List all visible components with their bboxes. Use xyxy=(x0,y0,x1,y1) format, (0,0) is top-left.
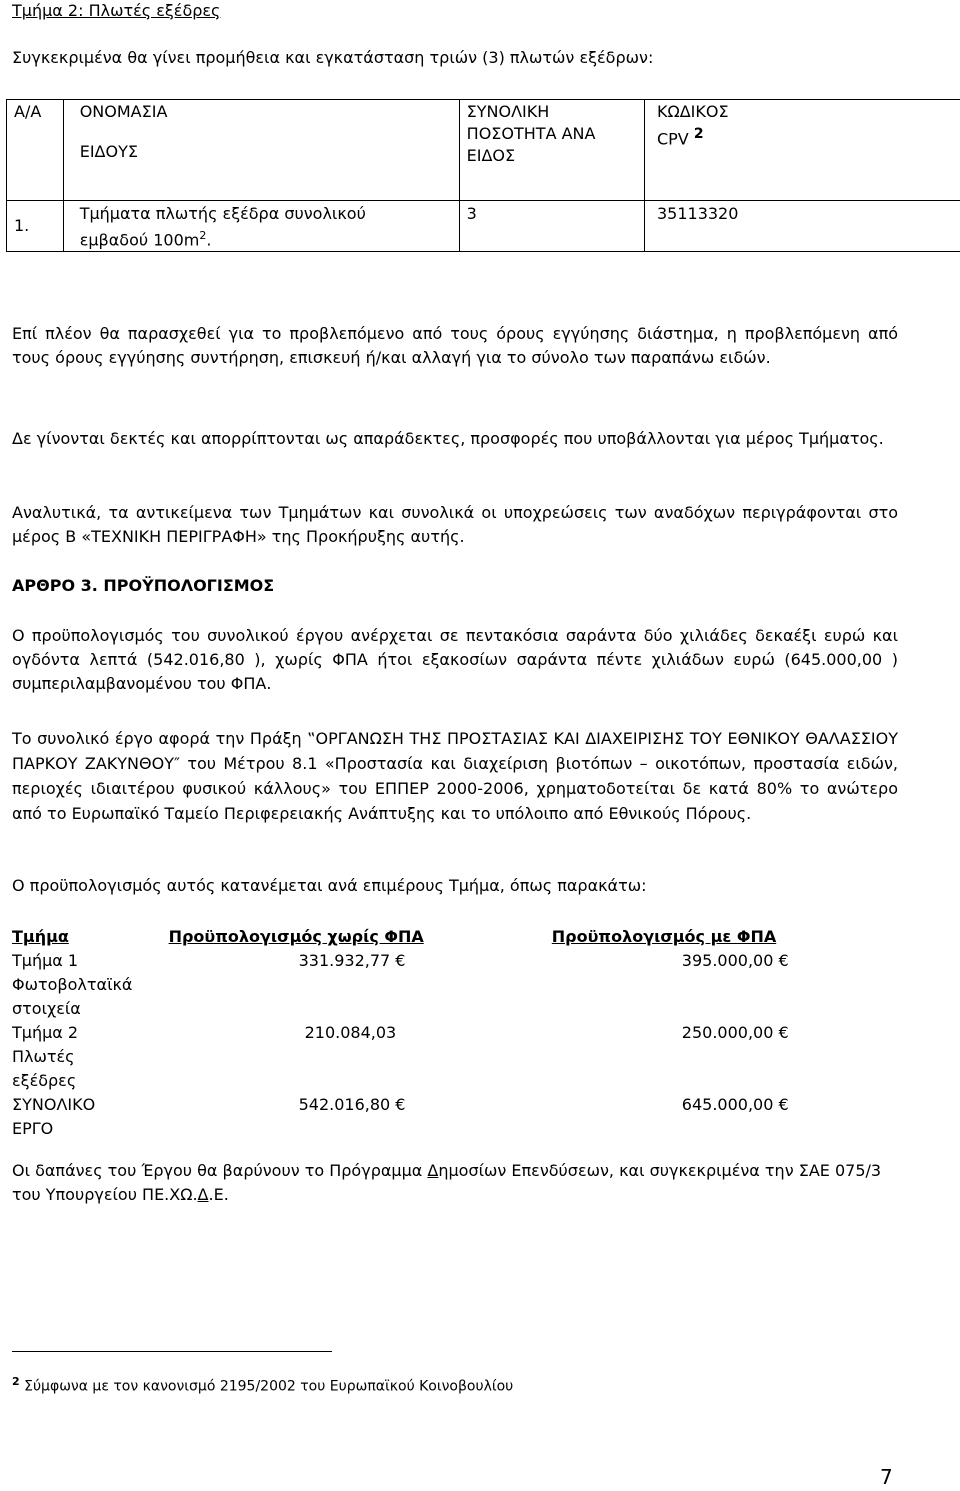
row-name-end: . xyxy=(206,230,212,250)
expenses-text-underlined: Δ xyxy=(197,1185,209,1204)
budget-row-section-1 xyxy=(6,949,826,1021)
expenses-text-part: Οι δαπάνες του Έργου θα βαρύνουν το Πρόγραμμα xyxy=(12,1161,428,1180)
items-table-row xyxy=(7,201,960,252)
paragraph-warranty: Επί πλέον θα παρασχεθεί για το προβλεπόμενο από τους όρους εγγύησης διάστημα, η προβλεπόμενη από τους όρους εγγύησης συντήρηση, επισκευή ή/και αλλαγή για το σύνολο των παραπάνω ειδών. xyxy=(12,324,898,367)
row-name-line2: εμβαδού 100m xyxy=(79,230,200,250)
row-cell-code xyxy=(644,201,960,252)
header-code-footnote-mark: 2 xyxy=(693,126,704,142)
euro-icon: € xyxy=(395,1095,406,1114)
budget-row-total xyxy=(6,1093,826,1141)
row-qty: 3 xyxy=(466,204,477,223)
expenses-text-underlined: Δ xyxy=(427,1161,439,1180)
budget-row-name xyxy=(6,1021,163,1093)
budget-row-name-line: Φωτοβολταϊκά xyxy=(12,975,133,994)
budget-row-name-line: Τμήμα 1 xyxy=(12,951,79,970)
expenses-text-part: ημοσίων Επενδύσεων, και συγκεκριμένα την ΣΑΕ 075/3 του Υπουργείου ΠΕ.ΧΩ. xyxy=(12,1161,882,1204)
article-heading: ΑΡΘΡΟ 3. ΠΡΟΫΠΟΛΟΓΙΣΜΟΣ xyxy=(12,576,275,595)
euro-icon: € xyxy=(395,951,406,970)
header-aa: Α/Α xyxy=(14,102,42,121)
footnote-text: Σύμφωνα με τον κανονισμό 2195/2002 του Ευρωπαϊκού Κοινοβουλίου xyxy=(24,1378,514,1395)
header-name-line2: ΕΙΔΟΥΣ xyxy=(79,142,138,161)
items-table-header-row xyxy=(7,100,960,201)
budget-row-name-line: Τμήμα 2 xyxy=(12,1023,79,1042)
footnote-separator xyxy=(12,1351,332,1352)
budget-row-section-2 xyxy=(6,1021,826,1093)
budget-row-name-line: Πλωτές xyxy=(12,1047,75,1066)
row-name-line1: Τμήματα πλωτής εξέδρα συνολικού xyxy=(79,204,366,223)
header-qty-line1: ΣΥΝΟΛΙΚΗ xyxy=(466,102,550,121)
paragraph-partial-offers: Δε γίνονται δεκτές και απορρίπτονται ως απαράδεκτες, προσφορές που υποβάλλονται για μέρος Τμήματος. xyxy=(12,429,884,448)
header-code-line1: ΚΩΔΙΚΟΣ xyxy=(656,102,729,121)
budget-header-with-vat: Προϋπολογισμός με ΦΠΑ xyxy=(551,927,777,946)
paragraph-budget-amount: Ο προϋπολογισμός του συνολικού έργου ανέρχεται σε πεντακόσια σαράντα δύο χιλιάδες δεκαέξι ευρώ και ογδόντα λεπτά (542.016,80 ), χωρίς ΦΠΑ ήτοι εξακοσίων σαράντα πέντε χιλιάδων ευρώ (645.000,00 ) συμπεριλαμβανομένου του ΦΠΑ. xyxy=(12,626,898,693)
budget-row-name-line: ΣΥΝΟΛΙΚΟ xyxy=(12,1095,96,1114)
budget-row-with-vat xyxy=(546,1021,826,1093)
budget-row-without-vat xyxy=(163,1021,546,1093)
budget-row-without-vat xyxy=(163,1093,546,1141)
header-name-line1: ΟΝΟΜΑΣΙΑ xyxy=(79,102,168,121)
paragraph-technical-description: Αναλυτικά, τα αντικείμενα των Τμημάτων και συνολικά οι υποχρεώσεις των αναδόχων περιγράφονται στο μέρος Β «ΤΕΧΝΙΚΗ ΠΕΡΙΓΡΑΦΗ» της Προκήρυξης αυτής. xyxy=(12,503,898,546)
budget-row-name-line: στοιχεία xyxy=(12,999,81,1018)
amount-value: 542.016,80 xyxy=(298,1095,391,1114)
amount-value: 331.932,77 xyxy=(298,951,391,970)
header-code-line2: CPV xyxy=(656,129,689,149)
row-cell-qty xyxy=(459,201,644,252)
row-cell-name xyxy=(63,201,459,252)
budget-table-header-row xyxy=(6,925,826,949)
budget-header-section: Τμήμα xyxy=(12,927,69,946)
row-aa: 1. xyxy=(14,216,30,236)
intro-text: Συγκεκριμένα θα γίνει προμήθεια και εγκατάσταση τριών (3) πλωτών εξέδρων: xyxy=(12,48,654,67)
section-title: Τμήμα 2: Πλωτές εξέδρες xyxy=(12,1,221,20)
paragraph-allocation-intro: Ο προϋπολογισμός αυτός κατανέμεται ανά επιμέρους Τμήμα, όπως παρακάτω: xyxy=(12,876,647,895)
budget-header-without-vat: Προϋπολογισμός χωρίς ΦΠΑ xyxy=(168,927,424,946)
paragraph-expenses xyxy=(12,1159,898,1207)
budget-row-with-vat xyxy=(546,1093,826,1141)
header-cell-name xyxy=(63,100,459,201)
row-code: 35113320 xyxy=(656,204,739,223)
euro-icon: € xyxy=(778,951,789,970)
amount-value: 250.000,00 xyxy=(681,1023,774,1042)
expenses-text-part: .Ε. xyxy=(208,1185,229,1204)
paragraph-project-description: Το συνολικό έργο αφορά την Πράξη ‟ΟΡΓΑΝΩΣΗ ΤΗΣ ΠΡΟΣΤΑΣΙΑΣ ΚΑΙ ΔΙΑΧΕΙΡΙΣΗΣ ΤΟΥ ΕΘΝΙΚΟΥ ΘΑΛΑΣΣΙΟΥ ΠΑΡΚΟΥ ΖΑΚΥΝΘΟΥ″ του Μέτρου 8.1 «Προστασία και διαχείριση βιοτόπων – οικοτόπων, προστασία ειδών, περιοχές ιδιαιτέρου φυσικού κάλλους» του ΕΠΠΕΡ 2000-2006, χρηματοδοτείται δε κατά 80% το ανώτερο από το Ευρωπαϊκό Ταμείο Περιφερειακής Ανάπτυξης και το υπόλοιπο από Εθνικούς Πόρους. xyxy=(12,729,898,823)
header-cell-code xyxy=(644,100,960,201)
budget-row-with-vat xyxy=(546,949,826,1021)
budget-table xyxy=(6,925,826,1141)
euro-icon: € xyxy=(778,1023,789,1042)
header-cell-qty xyxy=(459,100,644,201)
row-name-sup: 2 xyxy=(199,229,207,242)
page-number: 7 xyxy=(880,1465,893,1489)
header-qty-line2: ΠΟΣΟΤΗΤΑ ΑΝΑ xyxy=(466,124,596,143)
amount-value: 395.000,00 xyxy=(681,951,774,970)
budget-row-name-line: εξέδρες xyxy=(12,1071,77,1090)
footnote-mark: 2 xyxy=(12,1375,20,1388)
amount-value: 210.084,03 xyxy=(304,1023,397,1042)
budget-row-name-line: ΕΡΓΟ xyxy=(12,1119,54,1138)
budget-row-name xyxy=(6,949,163,1021)
footnote xyxy=(12,1375,513,1395)
items-table xyxy=(6,99,960,252)
row-cell-aa xyxy=(7,201,64,252)
budget-row-name xyxy=(6,1093,163,1141)
euro-icon: € xyxy=(778,1095,789,1114)
header-qty-line3: ΕΙΔΟΣ xyxy=(466,146,516,165)
amount-value: 645.000,00 xyxy=(681,1095,774,1114)
budget-row-without-vat xyxy=(163,949,546,1021)
header-cell-aa xyxy=(7,100,64,201)
